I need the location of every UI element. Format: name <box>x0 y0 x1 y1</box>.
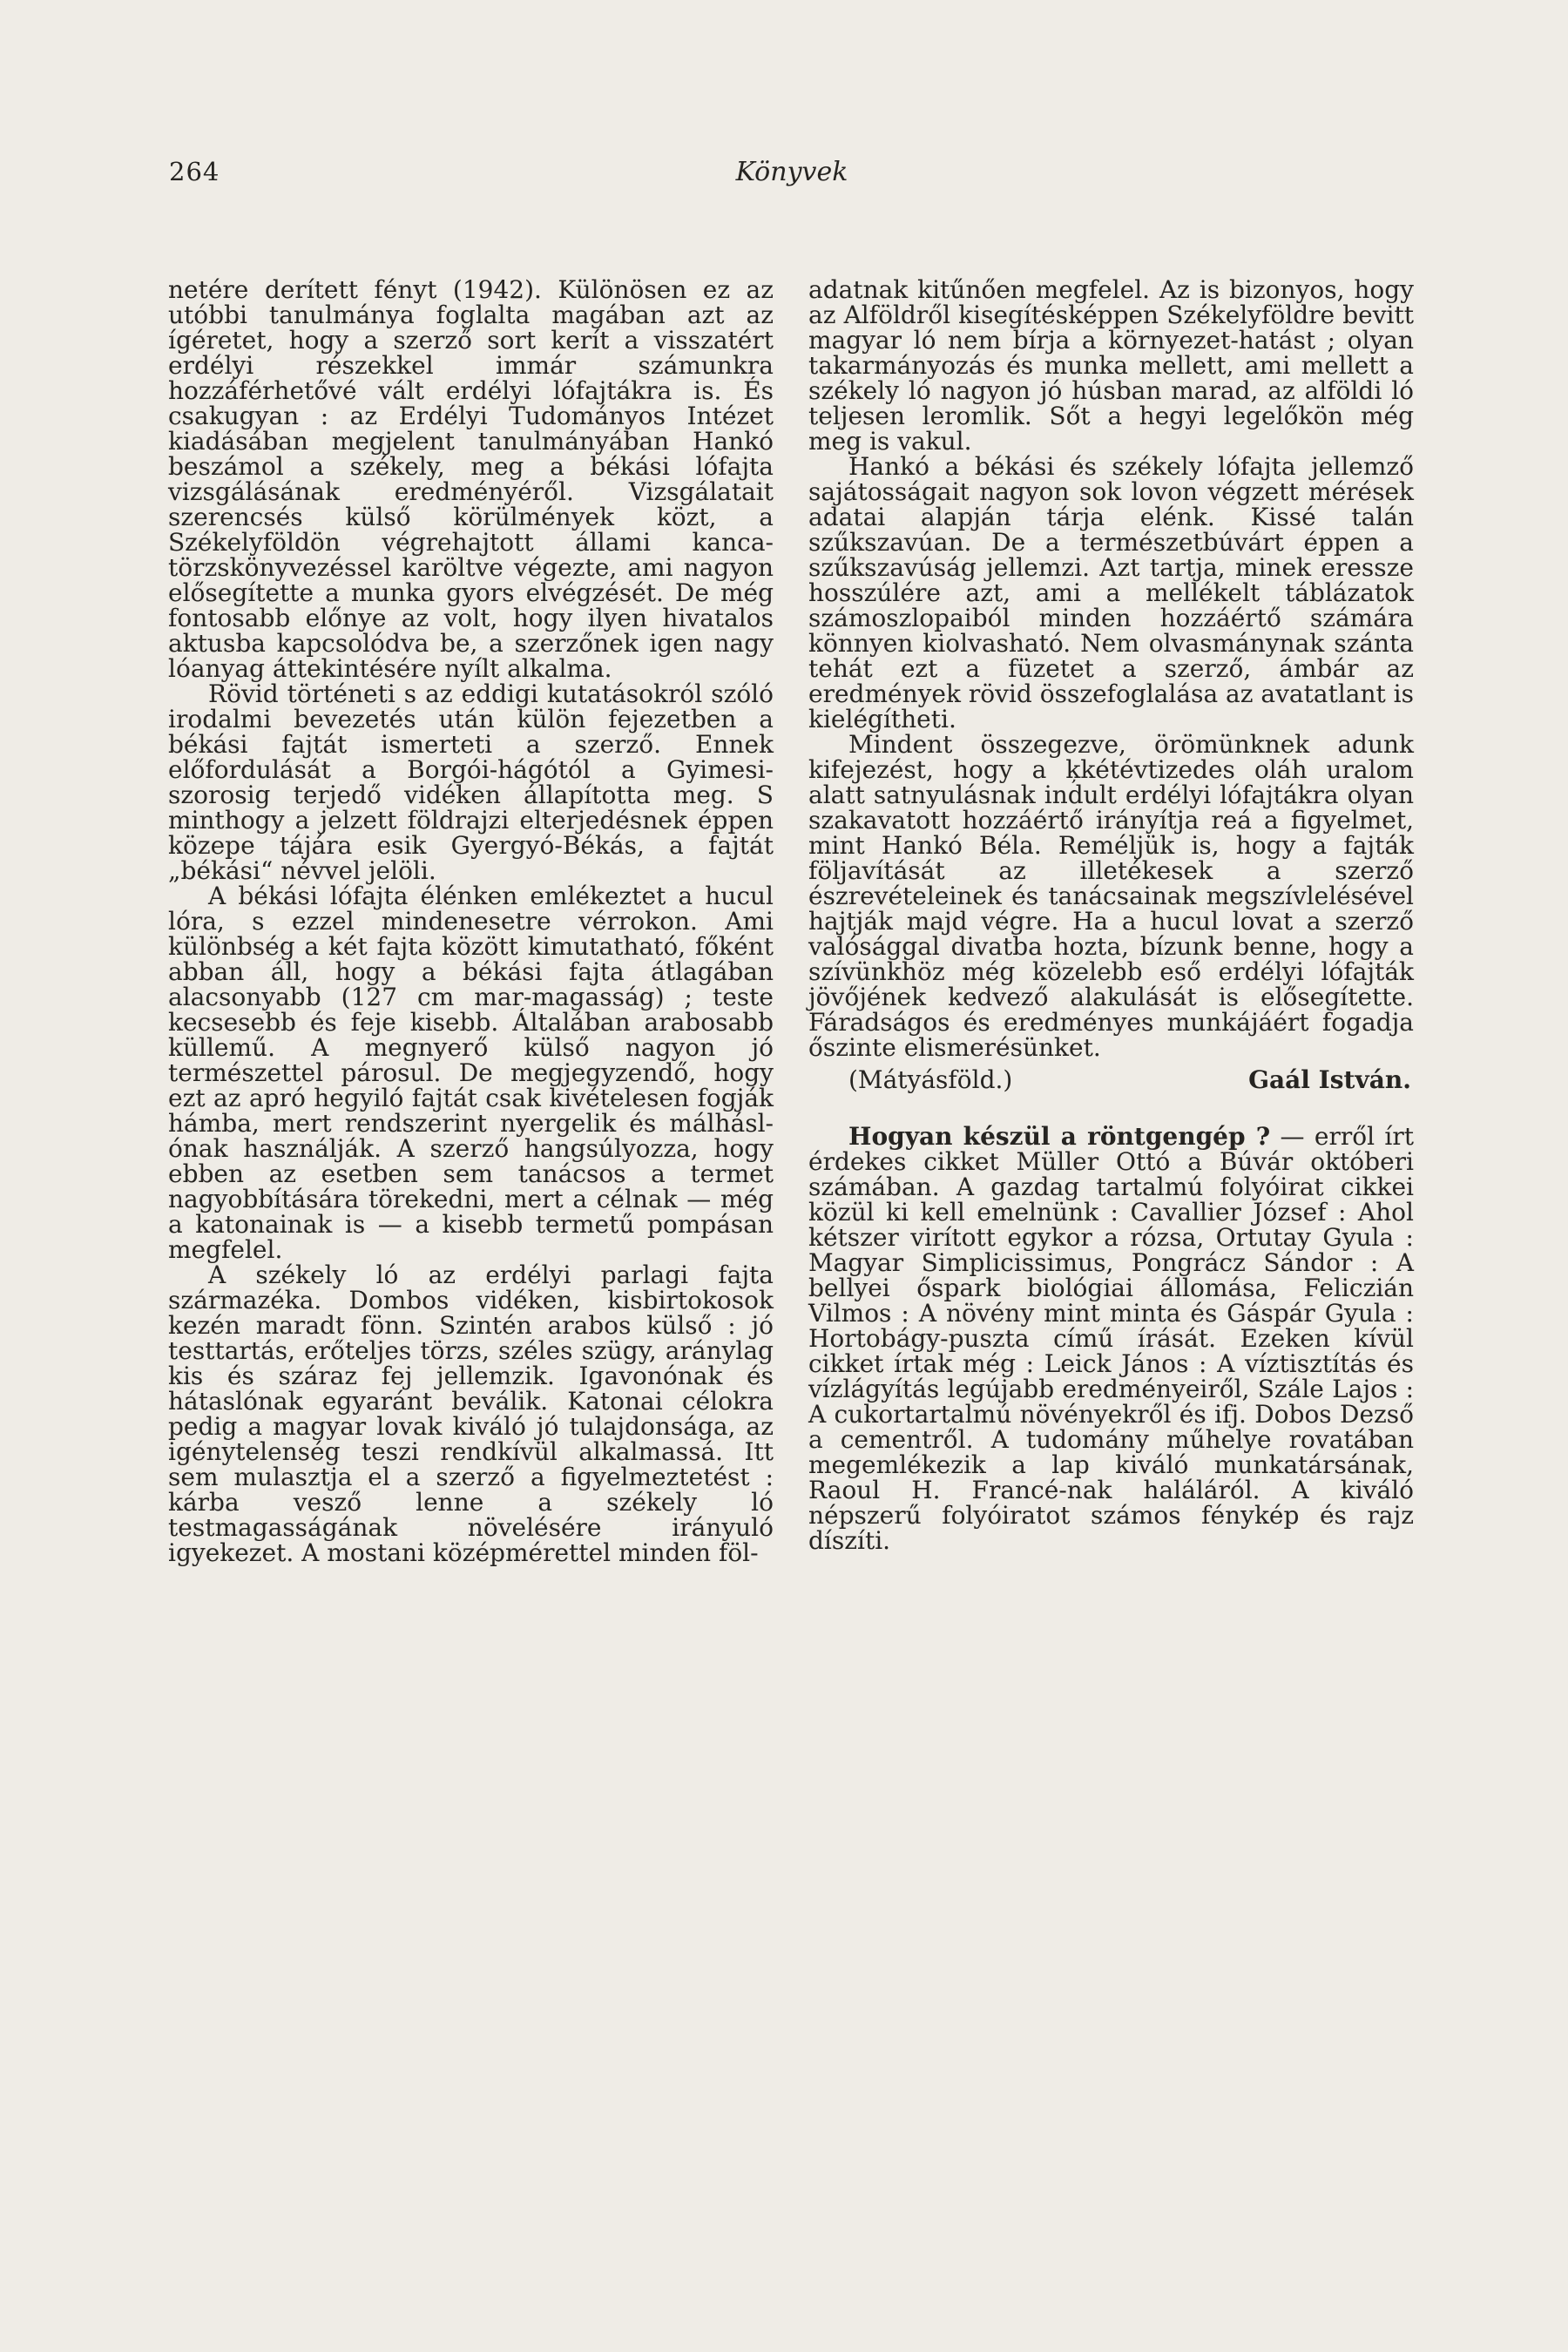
paragraph: adatnak kitűnően megfelel. Az is bizonyos, hogy az Alföldről kisegítésképpen Székelyföldre bevitt magyar ló nem bírja a környezet-hatást ; olyan takarmányozás és munka mellett, ami mellett a székely ló nagyon jó húsban marad, az alföldi ló teljesen leromlik. Sőt a hegyi legelőkön még meg is vakul. <box>808 275 1414 456</box>
second-review <box>808 1124 1414 1553</box>
page-header <box>169 157 1415 192</box>
signature-author: Gaál István. <box>1248 1065 1411 1094</box>
page-number: 264 <box>169 157 220 186</box>
running-head: Könyvek <box>735 157 848 187</box>
paragraph: Rövid történeti s az eddigi kutatásokról szóló irodalmi bevezetés után külön fejezetben a békási fajtát ismerteti a szerző. Ennek előfordulását a Borgói-hágótól a Gyimesi-szorosig terjedő vidéken állapította meg. S minthogy a jelzett földrajzi elterjedésnek éppen közepe tájára esik Gyergyó-Békás, a fajtát „békási“ névvel jelöli. <box>168 679 774 885</box>
paragraph: Hankó a békási és székely lófajta jellemző sajátosságait nagyon sok lovon végzett mérések adatai alapján tárja elénk. Kissé talán szűkszavúan. De a természetbúvárt éppen a szűkszavúság jellemzi. Azt tartja, minek eressze hosszúlére azt, ami a mellékelt táblázatok számoszlopaiból minden hozzáértő számára könnyen kiolvasható. Nem olvasmánynak szánta tehát ezt a füzetet a szerző, ámbár az eredmények rövid összefoglalása az avatatlant is kielégítheti. <box>808 452 1414 733</box>
paragraph: netére derített fényt (1942). Különösen ez az utóbbi tanulmánya foglalta magában azt az ígéretet, hogy a szerző sort kerít a visszatért erdélyi részekkel immár számunkra hozzáférhetővé vált erdélyi lófajtákra is. És csakugyan : az Erdélyi Tudományos Intézet kiadásában megjelent tanulmányában Hankó beszámol a székely, meg a békási lófajta vizsgálásának eredményéről. Vizsgálatait szerencsés külső körülmények közt, a Székelyföldön végrehajtott állami kanca-törzskönyvezéssel karöltve végezte, ami nagyon elősegítette a munka gyors elvégzését. De még fontosabb előnye az volt, hogy ilyen hivatalos aktusba kapcsolódva be, a szerzőnek igen nagy lóanyag áttekintésére nyílt alkalma. <box>168 275 774 683</box>
right-column <box>808 277 1414 1553</box>
paragraph: Mindent összegezve, örömünknek adunk kifejezést, hogy a ķkétévtizedes oláh uralom alatt satnyulásnak indult erdélyi lófajtákra olyan szakavatott hozzáértő irányítja reá a figyelmet, mint Hankó Béla. Reméljük is, hogy a fajták följavítását az illetékesek a szerző észrevételeinek és tanácsainak megszívlelésével hajtják majd végre. Ha a hucul lovat a szerző valósággal divatba hozta, bízunk benne, hogy a szívünkhöz még közelebb eső erdélyi lófajták jövőjének kedvező alakulását is elősegítette. Fáradságos és eredményes munkájáért fogadja őszinte elismerésünket. <box>808 730 1414 1062</box>
review-signature <box>808 1067 1414 1092</box>
review-title: Hogyan készül a röntgengép ? <box>848 1122 1271 1151</box>
paragraph: A székely ló az erdélyi parlagi fajta származéka. Dombos vidéken, kisbirtokosok kezén maradt fönn. Szintén arabos külső : jó testtartás, erőteljes törzs, széles szügy, aránylag kis és száraz fej jellemzik. Igavonónak és hátaslónak egyaránt beválik. Katonai célokra pedig a magyar lovak kiváló jó tulajdonsága, az igénytelenség teszi rendkívül alkalmassá. Itt sem mulasztja el a szerző a figyelmeztetést : kárba vesző lenne a székely ló testmagasságának növelésére irányuló igyekezet. A mostani középmérettel minden föl- <box>168 1260 774 1567</box>
left-column <box>168 277 774 1565</box>
paragraph: A békási lófajta élénken emlékeztet a hucul lóra, s ezzel mindenesetre vérrokon. Ami különbség a két fajta között kimutatható, főként abban áll, hogy a békási fajta átlagában alacsonyabb (127 cm mar-magasság) ; teste kecsesebb és feje kisebb. Általában arabosabb küllemű. A megnyerő külső nagyon jó természettel párosul. De megjegyzendő, hogy ezt az apró hegyiló fajtát csak kivételesen fogják hámba, mert rendszerint nyergelik és málháslónak használják. A szerző hangsúlyozza, hogy ebben az esetben sem tanácsos a termet nagyobbítására törekedni, mert a célnak — még a katonainak is — a kisebb termetű pompásan megfelel. <box>168 882 774 1264</box>
signature-place: (Mátyásföld.) <box>848 1065 1013 1094</box>
review-body: — erről írt érdekes cikket Müller Ottó a Búvár októberi számában. A gazdag tartalmú folyóirat cikkei közül ki kell emelnünk : Cavallier József : Ahol kétszer virított egykor a rózsa, Ortutay Gyula : Magyar Simplicissimus, Pongrácz Sándor : A bellyei őspark biológiai állomása, Feliczián Vilmos : A növény mint minta és Gáspár Gyula : Hortobágy-puszta című írását. Ezeken kívül cikket írtak még : Leick János : A víztisztítás és vízlágyítás legújabb eredményeiről, Szále Lajos : A cukortartalmú növényekről és ifj. Dobos Dezső a cementről. A tudomány műhelye rovatában megemlékezik a lap kiváló munkatársának, Raoul H. Francé-nak haláláról. A kiváló népszerű folyóiratot számos fénykép és rajz díszíti. <box>808 1122 1414 1555</box>
